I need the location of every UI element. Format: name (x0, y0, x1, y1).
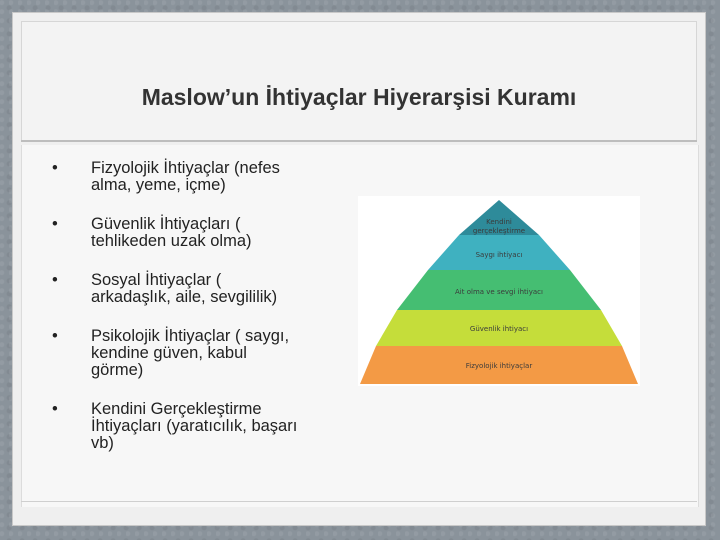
pyramid-svg (358, 196, 640, 386)
bullet-item (52, 401, 302, 452)
maslow-pyramid-image (358, 196, 640, 386)
bullet-text: Kendini Gerçekleştirme İhtiyaçları (yaratıcılık, başarı vb) (91, 400, 298, 452)
tier-label: Güvenlik ihtiyacı (469, 325, 529, 333)
bullet-item (52, 160, 302, 194)
bullet-marker: • (52, 271, 58, 289)
bottom-divider (21, 501, 697, 502)
title-area (21, 21, 697, 141)
title-divider (21, 140, 697, 142)
bullet-list (52, 160, 302, 474)
bullet-item (52, 328, 302, 379)
tier-label: Fizyolojik ihtiyaçlar (465, 362, 533, 370)
bullet-marker: • (52, 215, 58, 233)
tier-label: gerçekleştirme (472, 227, 526, 235)
bullet-item (52, 216, 302, 250)
tier-label: Kendini (486, 218, 512, 226)
tier-label: Ait olma ve sevgi ihtiyacı (455, 288, 543, 296)
bullet-text: Fizyolojik İhtiyaçlar (nefes alma, yeme, içme) (91, 159, 280, 194)
tier-label: Saygı ihtiyacı (475, 251, 523, 259)
bullet-item (52, 272, 302, 306)
bullet-text: Sosyal İhtiyaçlar ( arkadaşlık, aile, sevgililik) (91, 271, 278, 306)
slide-title: Maslow’un İhtiyaçlar Hiyerarşisi Kuramı (141, 84, 577, 110)
bullet-marker: • (52, 327, 58, 345)
bullet-marker: • (52, 400, 58, 418)
bullet-text: Güvenlik İhtiyaçları ( tehlikeden uzak olma) (91, 215, 252, 250)
bullet-text: Psikolojik İhtiyaçlar ( saygı, kendine güven, kabul görme) (91, 327, 290, 379)
bullet-marker: • (52, 159, 58, 177)
